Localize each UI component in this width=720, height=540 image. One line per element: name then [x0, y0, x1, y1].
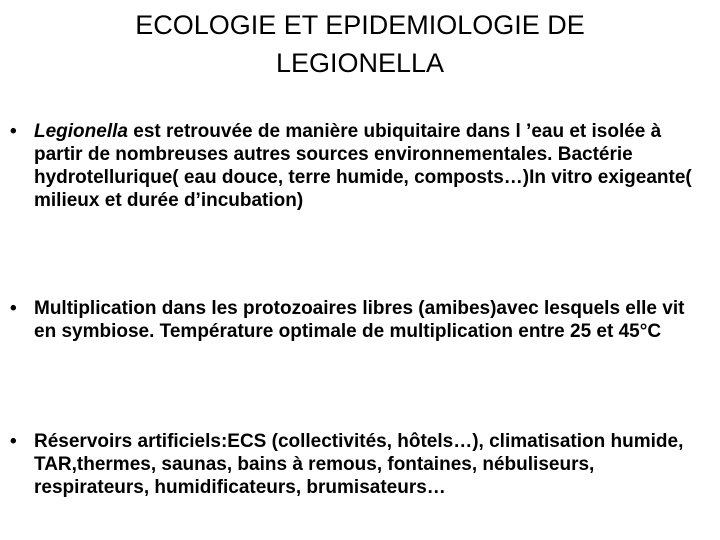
bullet-reservoirs: [10, 430, 710, 499]
slide-title-line-2: LEGIONELLA: [275, 48, 445, 78]
bullet-multiplication-text: Multiplication dans les protozoaires libres (amibes)avec lesquels elle vit en symbiose. Température optimale de multiplication entre 25 et 45°C: [34, 298, 685, 342]
bullet-reservoirs-text: Réservoirs artificiels:ECS (collectivités, hôtels…), climatisation humide, TAR,thermes, saunas, bains à remous, fontaines, nébuliseurs, respirateurs, humidificateurs, brumisateurs…: [34, 431, 684, 498]
bullet-multiplication: [10, 297, 710, 343]
bullet-ecology-body: est retrouvée de manière ubiquitaire dans l ’eau et isolée à partir de nombreuses autres sources environnementales. Bactérie hydrotellurique( eau douce, terre humide, composts…)In vitro exigeante( milieux et durée d’incubation): [34, 121, 692, 211]
slide-title: [0, 6, 720, 82]
bullet-ecology-italic-lead: Legionella: [34, 121, 128, 142]
bullet-ecology: [10, 120, 710, 212]
slide-title-line-1: ECOLOGIE ET EPIDEMIOLOGIE DE: [135, 10, 585, 40]
bullet-marker: •: [10, 121, 17, 142]
bullet-marker: •: [10, 298, 17, 319]
bullet-ecology-text: [34, 120, 710, 212]
bullet-marker: •: [10, 431, 17, 452]
